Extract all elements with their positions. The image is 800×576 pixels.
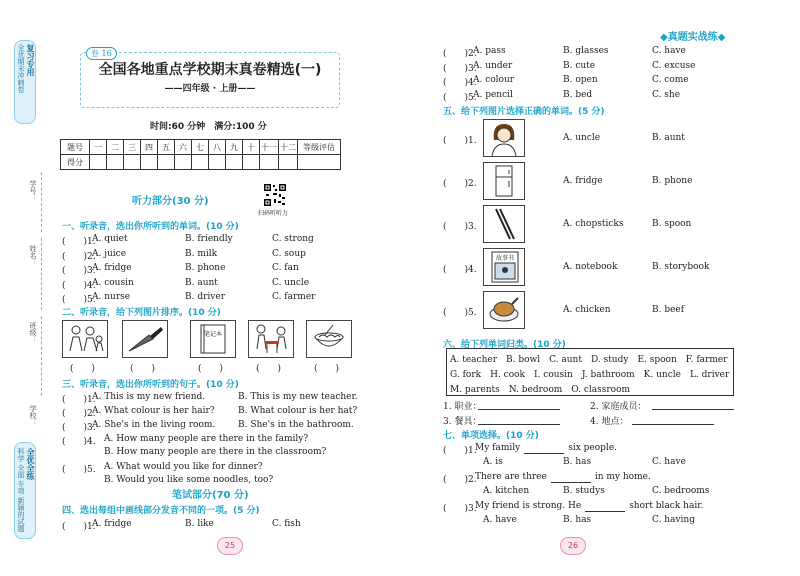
score-table-header: 九: [226, 140, 243, 155]
s5-option-b[interactable]: B. beef: [652, 305, 685, 315]
notebook-label: 笔记本: [204, 331, 223, 338]
time-info: 时间:60 分钟 满分:100 分: [150, 122, 267, 132]
divider: [41, 172, 42, 232]
category-2-input[interactable]: [652, 409, 734, 410]
s5-item-num: ( )2.: [443, 179, 477, 189]
s3-option-b[interactable]: B. How many people are there in the classroom?: [104, 447, 327, 457]
page-number-right: 26: [560, 537, 586, 555]
s1-option-a[interactable]: A. cousin: [92, 277, 134, 288]
storybook-label: 故事书: [496, 255, 515, 262]
s7-item-num: ( )1.: [443, 446, 477, 456]
s7-question-start: There are three: [475, 472, 547, 482]
s5-option-b[interactable]: B. storybook: [652, 262, 710, 272]
exam-badge: 卷 16: [86, 47, 117, 60]
s1-option-b[interactable]: B. phone: [185, 263, 226, 273]
review-tab-bottom-sub: 科学 全面 专项 新颖的试题: [17, 448, 25, 532]
section-2-heading: 二、听录音，给下列图片排序。(10 分): [62, 308, 221, 318]
people-eating-icon: [248, 320, 294, 358]
score-table-header: 四: [141, 140, 158, 155]
s4-option-a[interactable]: A. pass: [473, 46, 506, 56]
review-tab-top-label: 复习专用: [26, 44, 35, 76]
chopsticks-icon: [483, 205, 525, 243]
woman-icon: [483, 119, 525, 157]
score-cell[interactable]: [243, 155, 260, 170]
written-part-title: 笔试部分(70 分): [172, 490, 249, 501]
s4-option-a[interactable]: A. under: [473, 60, 513, 71]
noodles-icon: [306, 320, 352, 358]
name-field: 姓名：: [29, 245, 37, 266]
score-table-header: 等级评估: [298, 140, 341, 155]
s1-option-b[interactable]: B. aunt: [185, 277, 218, 288]
s1-item-num: ( )5.: [62, 295, 96, 305]
s1-option-c[interactable]: C. fan: [272, 263, 299, 273]
s1-option-a[interactable]: A. nurse: [92, 292, 131, 302]
divider: [41, 238, 42, 310]
s4-option-b[interactable]: B. cute: [563, 60, 596, 71]
s7-option-b[interactable]: B. has: [563, 515, 592, 525]
s4-option-c[interactable]: C. come: [652, 75, 689, 85]
s7-option-c[interactable]: C. have: [652, 457, 686, 467]
s7-option-a[interactable]: A. kitchen: [483, 486, 530, 496]
score-cell[interactable]: [192, 155, 209, 170]
score-table-header: 五: [158, 140, 175, 155]
score-table: [60, 139, 341, 170]
score-table-score-row: [61, 155, 341, 170]
notebook-icon: [190, 320, 236, 358]
s7-question: [475, 443, 617, 454]
s1-option-b[interactable]: B. friendly: [185, 234, 233, 244]
score-cell[interactable]: [209, 155, 226, 170]
score-cell[interactable]: [279, 155, 298, 170]
s3-item-num: ( )1.: [62, 395, 96, 405]
s3-item-num: ( )5.: [62, 465, 96, 475]
s7-answer-blank[interactable]: [585, 501, 625, 512]
review-tab-top-sub: 全优期末冲刺卷: [17, 44, 25, 93]
section-1-heading: 一、听录音，选出你所听到的单词。(10 分): [62, 222, 239, 232]
section-5-heading: 五、给下列图片选择正确的单词。(5 分): [443, 107, 605, 117]
score-cell[interactable]: [175, 155, 192, 170]
s5-option-b[interactable]: B. aunt: [652, 133, 685, 143]
s1-item-num: ( )1.: [62, 237, 96, 247]
s3-item-num: ( )2.: [62, 409, 96, 419]
score-table-header-row: [61, 140, 341, 155]
s4-item-1-b[interactable]: B. like: [185, 519, 214, 529]
s1-item-num: ( )3.: [62, 266, 96, 276]
s5-item-num: ( )1.: [443, 136, 477, 146]
review-tab-bottom-label: 全优全练: [26, 448, 35, 480]
s5-option-a[interactable]: A. uncle: [563, 133, 601, 143]
s4-option-c[interactable]: C. excuse: [652, 60, 696, 71]
word-bank-line-1: A. teacher B. bowl C. aunt D. study E. spoon F. farmer: [450, 355, 728, 365]
s7-option-b[interactable]: B. studys: [563, 486, 605, 496]
category-3-input[interactable]: [478, 424, 560, 425]
s7-option-a[interactable]: A. have: [483, 515, 517, 525]
s5-option-a[interactable]: A. chicken: [563, 305, 611, 315]
s4-option-a[interactable]: A. pencil: [473, 89, 513, 100]
s4-item-num: ( )4.: [443, 78, 477, 88]
pic-blank-5[interactable]: ( ): [314, 364, 340, 374]
score-table-header: 六: [175, 140, 192, 155]
score-table-header: 一: [90, 140, 107, 155]
s4-item-1-num: ( )1.: [62, 522, 96, 532]
s4-option-a[interactable]: A. colour: [473, 75, 515, 85]
s7-question-end: in my home.: [594, 472, 651, 482]
class-field: 班级：: [29, 322, 37, 343]
category-4-label: 4. 地点：: [590, 417, 629, 427]
s4-option-b[interactable]: B. bed: [563, 89, 593, 100]
score-cell[interactable]: [90, 155, 107, 170]
s7-answer-blank[interactable]: [524, 443, 564, 454]
s1-option-c[interactable]: C. soup: [272, 248, 306, 259]
s5-option-a[interactable]: A. fridge: [563, 176, 603, 186]
grade-subtitle: ——四年级 · 上册——: [164, 84, 256, 94]
s4-item-num: ( )2.: [443, 49, 477, 59]
practice-badge: ◆真题实战练◆: [660, 32, 726, 43]
fridge-icon: [483, 162, 525, 200]
s4-item-1-c[interactable]: C. fish: [272, 519, 301, 529]
s5-option-b[interactable]: B. spoon: [652, 219, 692, 229]
section-3-heading: 三、听录音，选出你所听到的句子。(10 分): [62, 380, 239, 390]
category-1-label: 1. 职业：: [443, 402, 482, 412]
word-bank: [446, 348, 734, 396]
knife-icon: [122, 320, 168, 358]
binding-strip: [0, 0, 48, 576]
score-table-header: 十二: [279, 140, 298, 155]
s5-item-num: ( )5.: [443, 308, 477, 318]
s1-option-b[interactable]: B. driver: [185, 292, 225, 302]
s7-option-b[interactable]: B. has: [563, 457, 592, 467]
s1-item-num: ( )4.: [62, 280, 96, 291]
divider: [41, 316, 42, 396]
score-table-header: 十一: [260, 140, 279, 155]
pic-blank-3[interactable]: ( ): [198, 364, 224, 374]
pic-blank-4[interactable]: ( ): [256, 364, 282, 374]
title-box: [80, 52, 340, 108]
s5-item-num: ( )4.: [443, 265, 477, 275]
family-icon: [62, 320, 108, 358]
s7-option-c[interactable]: C. bedrooms: [652, 486, 710, 496]
s1-item-num: ( )2.: [62, 251, 96, 262]
score-table-header: 七: [192, 140, 209, 155]
pic-blank-1[interactable]: ( ): [70, 364, 96, 374]
s7-item-num: ( )3.: [443, 504, 477, 514]
score-row-label: 得分: [61, 155, 90, 170]
section-6-heading: 六、给下列单词归类。(10 分): [443, 340, 566, 350]
s7-question: [475, 472, 651, 483]
s3-option-b[interactable]: B. Would you like some noodles, too?: [104, 475, 274, 485]
score-cell[interactable]: [226, 155, 243, 170]
qr-caption: 扫码听听力: [258, 210, 289, 217]
chicken-icon: [483, 291, 525, 329]
score-cell[interactable]: [158, 155, 175, 170]
s7-question: [475, 501, 703, 512]
s1-option-a[interactable]: A. fridge: [92, 263, 132, 273]
s5-option-b[interactable]: B. phone: [652, 176, 693, 186]
s1-option-a[interactable]: A. juice: [92, 248, 127, 259]
s4-item-num: ( )5.: [443, 92, 477, 103]
score-table-header: 三: [124, 140, 141, 155]
s4-item-1-a[interactable]: A. fridge: [92, 519, 132, 529]
score-cell[interactable]: [298, 155, 341, 170]
score-table-header: 八: [209, 140, 226, 155]
word-bank-line-3: M. parents N. bedroom O. classroom: [450, 385, 631, 395]
category-2-label: 2. 家庭成员：: [590, 402, 647, 412]
listening-part-title: 听力部分(30 分): [132, 196, 209, 207]
s7-question-end: short black hair.: [629, 501, 704, 511]
score-table-label: 题号: [61, 140, 90, 155]
s3-option-a[interactable]: A. What would you like for dinner?: [104, 462, 263, 472]
s5-item-num: ( )3.: [443, 222, 477, 232]
score-cell[interactable]: [141, 155, 158, 170]
category-1-input[interactable]: [478, 409, 560, 410]
s7-option-a[interactable]: A. is: [483, 457, 503, 467]
qr-code-icon[interactable]: [263, 183, 287, 207]
s3-option-b[interactable]: B. She's in the bathroom.: [238, 420, 354, 430]
category-3-label: 3. 餐具：: [443, 417, 482, 427]
s7-option-c[interactable]: C. having: [652, 515, 695, 525]
s3-item-num: ( )3.: [62, 423, 96, 433]
s1-option-c[interactable]: C. strong: [272, 234, 314, 244]
s3-option-a[interactable]: A. What colour is her hair?: [92, 406, 215, 416]
s5-option-a[interactable]: A. chopsticks: [563, 219, 624, 229]
s3-option-a[interactable]: A. How many people are there in the family?: [104, 434, 309, 444]
s1-option-b[interactable]: B. milk: [185, 248, 218, 259]
s5-option-a[interactable]: A. notebook: [563, 262, 618, 272]
word-bank-line-2: G. fork H. cook I. cousin J. bathroom K. uncle L. driver: [450, 370, 730, 380]
s3-item-num: ( )4.: [62, 437, 96, 447]
page-number-left: 25: [217, 537, 243, 555]
s7-question-end: six people.: [568, 443, 618, 453]
s7-question-start: My family: [475, 443, 521, 453]
s3-option-a[interactable]: A. She's in the living room.: [92, 420, 216, 430]
s1-option-c[interactable]: C. uncle: [272, 277, 310, 288]
score-cell[interactable]: [260, 155, 279, 170]
score-cell[interactable]: [124, 155, 141, 170]
student-number-field: 学号：: [29, 180, 37, 201]
s4-option-b[interactable]: B. glasses: [563, 46, 609, 56]
s4-option-b[interactable]: B. open: [563, 75, 598, 85]
s3-option-a[interactable]: A. This is my new friend.: [92, 392, 206, 402]
s1-option-c[interactable]: C. farmer: [272, 292, 316, 302]
category-4-input[interactable]: [632, 424, 714, 425]
s4-option-c[interactable]: C. she: [652, 89, 681, 100]
s3-option-b[interactable]: B. This is my new teacher.: [238, 392, 358, 402]
score-table-header: 十: [243, 140, 260, 155]
score-cell[interactable]: [107, 155, 124, 170]
s1-option-a[interactable]: A. quiet: [92, 234, 128, 244]
pic-blank-2[interactable]: ( ): [130, 364, 156, 374]
page-title: 全国各地重点学校期末真卷精选(一): [98, 62, 322, 78]
s3-option-b[interactable]: B. What colour is her hat?: [238, 406, 358, 416]
s4-option-c[interactable]: C. have: [652, 46, 686, 56]
s7-item-num: ( )2.: [443, 475, 477, 485]
s4-item-num: ( )3.: [443, 63, 477, 74]
storybook-icon: [483, 248, 525, 286]
s7-question-start: My friend is strong. He: [475, 501, 582, 511]
section-7-heading: 七、单项选择。(10 分): [443, 431, 539, 441]
section-4-heading: 四、选出每组中画线部分发音不同的一项。(5 分): [62, 506, 260, 516]
school-field: 学校：: [29, 405, 37, 426]
score-table-header: 二: [107, 140, 124, 155]
s7-answer-blank[interactable]: [551, 472, 591, 483]
